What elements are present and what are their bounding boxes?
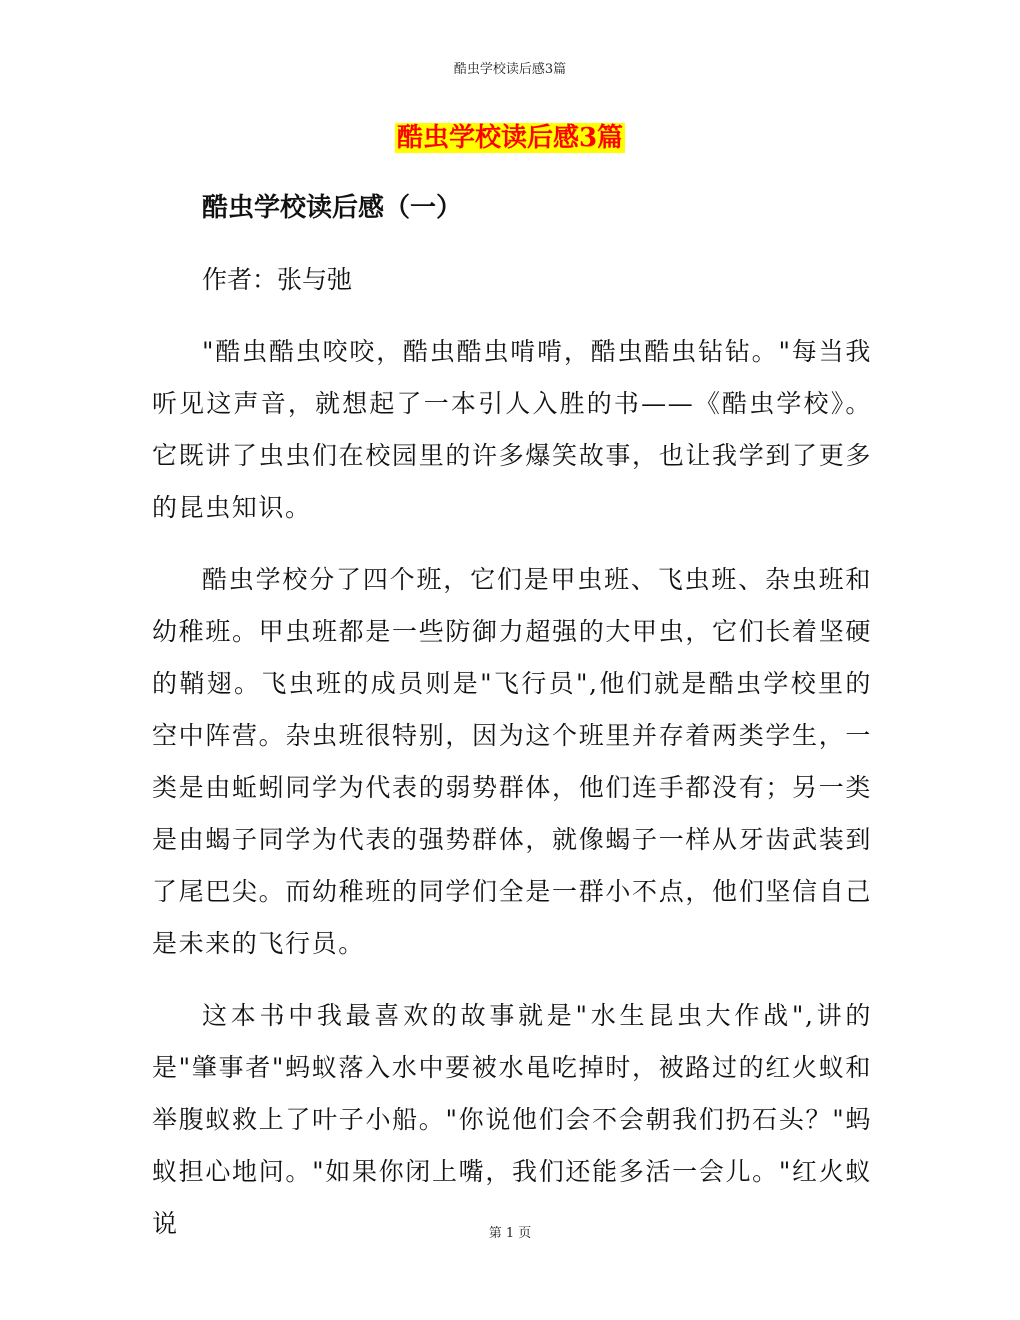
paragraph-3: 这本书中我最喜欢的故事就是"水生昆虫大作战",讲的是"肇事者"蚂蚁落入水中要被水黾吃掉时，被路过的红火蚁和举腹蚁救上了叶子小船。"你说他们会不会朝我们扔石头？"蚂蚁担心地问。"如果你闭上嘴，我们还能多活一会儿。"红火蚁说 bbox=[152, 1001, 872, 1238]
section-heading: 酷虫学校读后感（一） bbox=[202, 193, 463, 223]
document-body bbox=[152, 182, 872, 1270]
paragraph-2: 酷虫学校分了四个班，它们是甲虫班、飞虫班、杂虫班和幼稚班。甲虫班都是一些防御力超强的大甲虫，它们长着坚硬的鞘翅。飞虫班的成员则是"飞行员",他们就是酷虫学校里的空中阵营。杂虫班很特别，因为这个班里并存着两类学生，一类是由蚯蚓同学为代表的弱势群体，他们连手都没有；另一类是由蝎子同学为代表的强势群体，就像蝎子一样从牙齿武装到了尾巴尖。而幼稚班的同学们全是一群小不点，他们坚信自己是未来的飞行员。 bbox=[152, 565, 872, 958]
running-header: 酷虫学校读后感3篇 bbox=[453, 62, 567, 77]
author-line: 作者：张与弛 bbox=[202, 265, 353, 294]
paragraph-1: "酷虫酷虫咬咬，酷虫酷虫啃啃，酷虫酷虫钻钻。"每当我听见这声音，就想起了一本引人入胜的书——《酷虫学校》。它既讲了虫虫们在校园里的许多爆笑故事，也让我学到了更多的昆虫知识。 bbox=[152, 337, 872, 522]
document-title bbox=[0, 118, 1020, 158]
page-number: 第 1 页 bbox=[488, 1226, 532, 1241]
document-title-text: 酷虫学校读后感3篇 bbox=[396, 123, 624, 153]
